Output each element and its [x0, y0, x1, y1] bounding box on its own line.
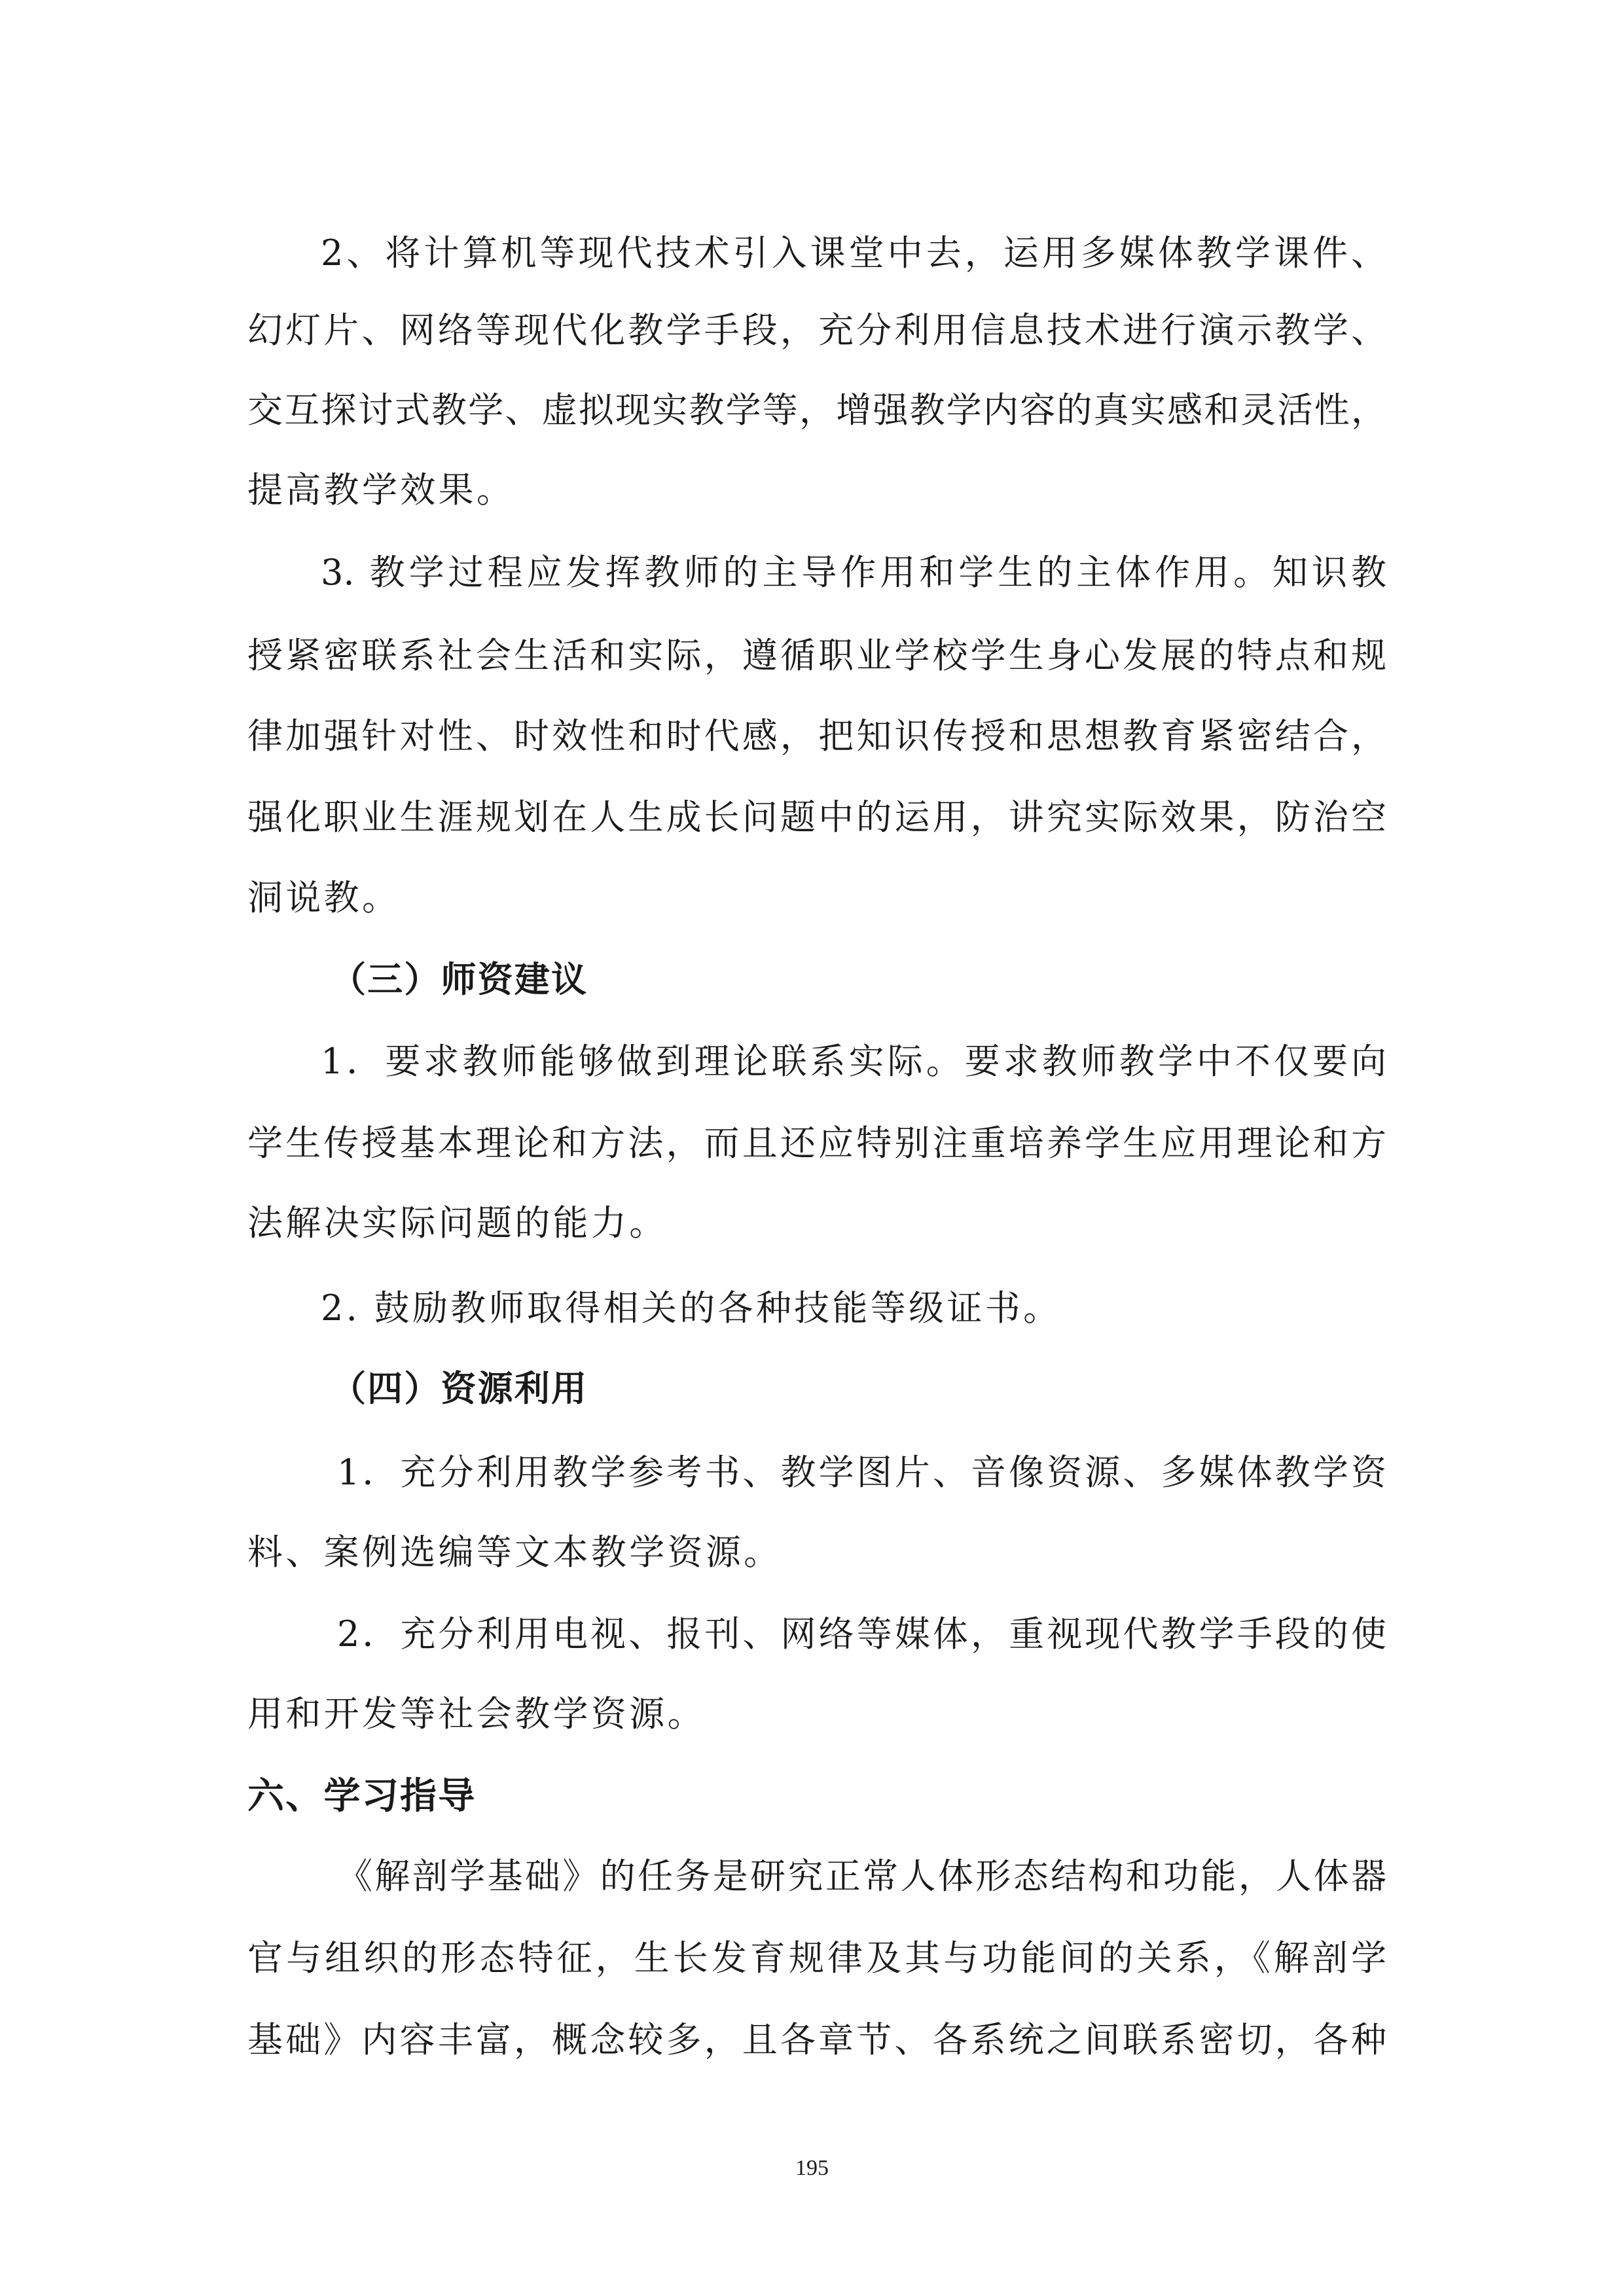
paragraph-line: 基础》内容丰富，概念较多，且各章节、各系统之间联系密切，各种 [247, 2019, 1386, 2060]
paragraph-line: 律加强针对性、时效性和时代感，把知识传授和思想教育紧密结合， [247, 715, 1386, 757]
paragraph-line: 交互探讨式教学、虚拟现实教学等，增强教学内容的真实感和灵活性， [247, 389, 1386, 431]
section-heading-teachers: （三）师资建议 [331, 959, 588, 1000]
paragraph-line: 《解剖学基础》的任务是研究正常人体形态结构和功能，人体器 [337, 1856, 1386, 1897]
paragraph-line: 3. 教学过程应发挥教师的主导作用和学生的主体作用。知识教 [321, 552, 1386, 593]
paragraph-line: 2、将计算机等现代技术引入课堂中去，运用多媒体教学课件、 [321, 232, 1386, 274]
paragraph-line: 2. 鼓励教师取得相关的各种技能等级证书。 [321, 1287, 1062, 1329]
paragraph-line: 强化职业生涯规划在人生成长问题中的运用，讲究实际效果，防治空 [247, 797, 1386, 838]
paragraph-line: 料、案例选编等文本教学资源。 [247, 1532, 782, 1573]
paragraph-line: 1．要求教师能够做到理论联系实际。要求教师教学中不仅要向 [321, 1041, 1386, 1082]
paragraph-line: 学生传授基本理论和方法，而且还应特别注重培养学生应用理论和方 [247, 1122, 1386, 1164]
paragraph-line: 官与组织的形态特征，生长发育规律及其与功能间的关系，《解剖学 [247, 1937, 1386, 1979]
page-number: 195 [795, 2156, 829, 2180]
paragraph-line: 用和开发等社会教学资源。 [247, 1693, 706, 1734]
paragraph-line: 法解决实际问题的能力。 [247, 1202, 668, 1244]
section-heading-resources: （四）资源利用 [331, 1368, 588, 1409]
paragraph-line: 2．充分利用电视、报刊、网络等媒体，重视现代教学手段的使 [337, 1613, 1386, 1655]
paragraph-line: 1．充分利用教学参考书、教学图片、音像资源、多媒体教学资 [337, 1452, 1386, 1493]
chapter-heading-study-guide: 六、学习指导 [247, 1775, 477, 1818]
paragraph-line: 幻灯片、网络等现代化教学手段，充分利用信息技术进行演示教学、 [247, 310, 1386, 351]
paragraph-line: 洞说教。 [247, 877, 401, 918]
paragraph-line: 授紧密联系社会生活和实际，遵循职业学校学生身心发展的特点和规 [247, 635, 1386, 676]
paragraph-line: 提高教学效果。 [247, 469, 515, 511]
